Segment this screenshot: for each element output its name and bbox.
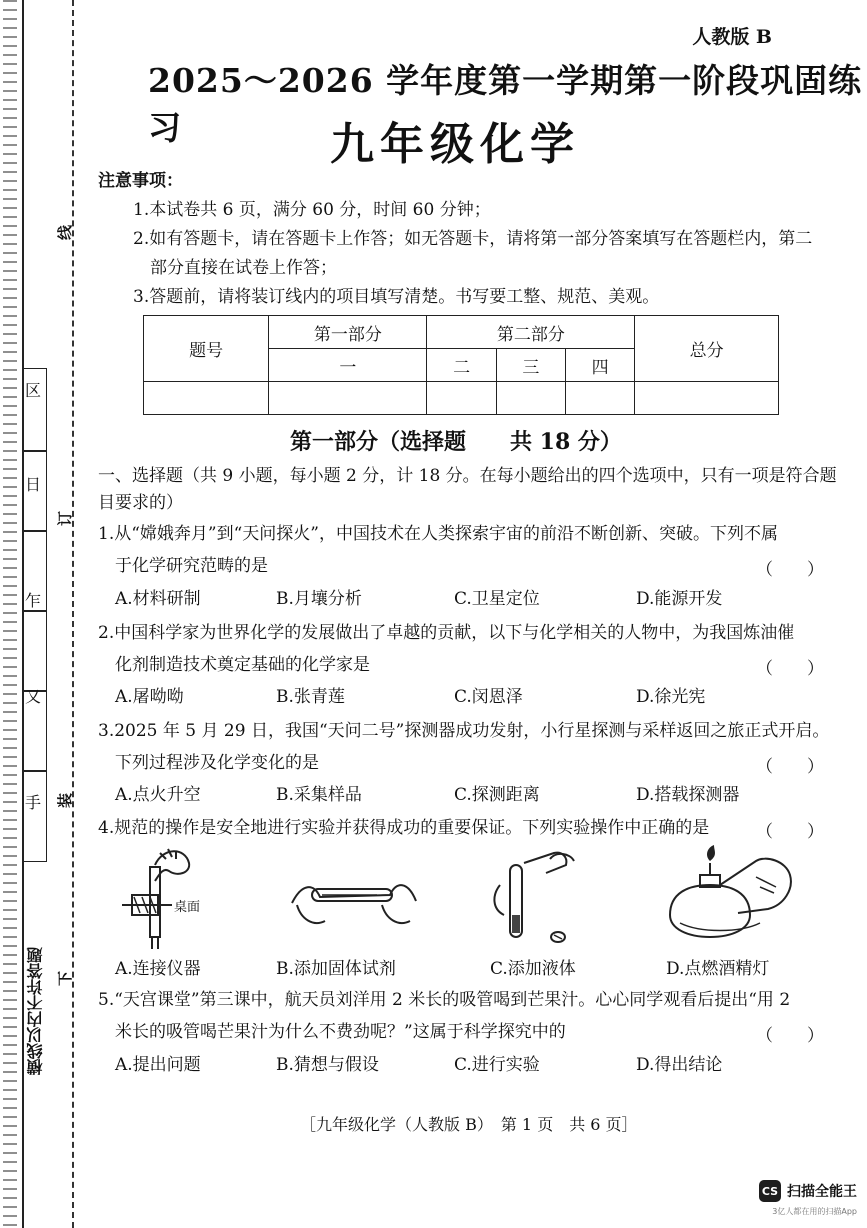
q5-option-d: D.得出结论	[636, 1055, 723, 1075]
score-cell[interactable]	[269, 382, 427, 415]
add-solid-figure	[282, 845, 422, 950]
q2-option-d: D.徐光宪	[636, 687, 706, 707]
scanner-tagline: 3亿人都在用的扫描App	[772, 1207, 857, 1216]
subject-title: 九年级化学	[330, 119, 580, 170]
binding-margin	[0, 0, 95, 1228]
q1-option-b: B.月壤分析	[276, 589, 362, 609]
score-sub-4: 四	[566, 349, 635, 382]
margin-hatch	[3, 0, 17, 1228]
exam-title: 2025～2026 学年度第一学期第一阶段巩固练习	[148, 61, 863, 147]
margin-cell-text: 日	[25, 475, 42, 494]
score-col-label: 题号	[144, 316, 269, 382]
margin-mark-xia: 下	[56, 970, 75, 987]
q3-option-c: C.探测距离	[454, 785, 540, 805]
q1-option-a: A.材料研制	[115, 589, 201, 609]
score-table	[143, 315, 779, 415]
margin-cell-text: 区	[25, 381, 42, 400]
q4-option-a: A.连接仪器	[115, 959, 201, 979]
margin-mark-xian: 线	[56, 224, 75, 241]
section-intro: 目要求的）	[98, 493, 183, 513]
score-part1: 第一部分	[269, 316, 427, 349]
score-sub-3: 三	[496, 349, 565, 382]
q3-stem: 3.2025 年 5 月 29 日，我国“天问二号”探测器成功发射，小行星探测与采样返回之旅正式开启。	[98, 721, 830, 741]
q2-stem: 2.中国科学家为世界化学的发展做出了卓越的贡献，以下与化学相关的人物中，为我国炼油催	[98, 623, 795, 643]
q2-option-b: B.张青莲	[276, 687, 345, 707]
margin-cell-text: 又	[25, 687, 42, 706]
q5-option-a: A.提出问题	[115, 1055, 201, 1075]
q5-answer-blank[interactable]: （ ）	[756, 1026, 824, 1046]
q3-option-d: D.搭载探测器	[636, 785, 740, 805]
q1-stem: 于化学研究范畴的是	[115, 556, 268, 576]
margin-mark-zhuang: 装	[56, 792, 75, 809]
q4-option-b: B.添加固体试剂	[276, 959, 396, 979]
score-cell[interactable]	[635, 382, 779, 415]
scanner-logo-icon: CS	[759, 1180, 781, 1202]
q1-answer-blank[interactable]: （ ）	[756, 560, 824, 580]
score-sub-1: 一	[269, 349, 427, 382]
desk-label: 桌面	[174, 900, 201, 915]
edition-label: 人教版 B	[692, 26, 772, 48]
q2-option-a: A.屠呦呦	[115, 687, 184, 707]
score-total: 总分	[635, 316, 779, 382]
q3-stem: 下列过程涉及化学变化的是	[115, 753, 319, 773]
scanner-app-name: 扫描全能王	[787, 1184, 857, 1200]
score-cell[interactable]	[496, 382, 565, 415]
q4-answer-blank[interactable]: （ ）	[756, 822, 824, 842]
section-intro: 一、选择题（共 9 小题，每小题 2 分，计 18 分。在每小题给出的四个选项中，只有一项是符合题	[98, 466, 837, 486]
light-alcohol-lamp-figure	[660, 845, 800, 950]
q1-option-c: C.卫星定位	[454, 589, 540, 609]
score-cell[interactable]	[566, 382, 635, 415]
q1-option-d: D.能源开发	[636, 589, 723, 609]
q3-option-a: A.点火升空	[115, 785, 201, 805]
q3-option-b: B.采集样品	[276, 785, 362, 805]
page-footer: ［九年级化学（人教版 B） 第 1 页 共 6 页］	[300, 1115, 638, 1134]
section-title: 第一部分（选择题 共 18 分）	[290, 429, 622, 455]
margin-cell	[24, 610, 47, 692]
q3-answer-blank[interactable]: （ ）	[756, 757, 824, 777]
add-liquid-figure	[480, 845, 620, 950]
score-sub-2: 二	[427, 349, 496, 382]
q2-option-c: C.闵恩泽	[454, 687, 523, 707]
note-item: 部分直接在试卷上作答；	[150, 258, 337, 278]
margin-cell-text: 手	[25, 793, 42, 812]
q1-stem: 1.从“嫦娥奔月”到“天问探火”，中国技术在人类探索宇宙的前沿不断创新、突破。下列不属	[98, 524, 778, 544]
scanner-badge	[759, 1180, 857, 1202]
q4-option-c: C.添加液体	[490, 959, 576, 979]
margin-cell	[24, 770, 47, 862]
q2-stem: 化剂制造技术奠定基础的化学家是	[115, 655, 370, 675]
score-cell[interactable]	[144, 382, 269, 415]
q4-stem: 4.规范的操作是安全地进行实验并获得成功的重要保证。下列实验操作中正确的是	[98, 818, 710, 838]
score-cell[interactable]	[427, 382, 496, 415]
note-item: 2.如有答题卡，请在答题卡上作答；如无答题卡，请将第一部分答案填写在答题栏内，第二	[133, 229, 813, 249]
score-part2: 第二部分	[427, 316, 635, 349]
note-item: 1.本试卷共 6 页，满分 60 分，时间 60 分钟；	[133, 200, 491, 220]
q2-answer-blank[interactable]: （ ）	[756, 659, 824, 679]
margin-mark-ding: 订	[56, 510, 75, 527]
no-answer-warning: 横线以内不许答题	[26, 947, 45, 1075]
margin-cell-text: 乍	[25, 591, 42, 610]
q4-option-d: D.点燃酒精灯	[666, 959, 770, 979]
connect-apparatus-figure	[112, 845, 252, 950]
note-item: 3.答题前，请将装订线内的项目填写清楚。书写要工整、规范、美观。	[133, 287, 660, 307]
q5-stem: 米长的吸管喝芒果汁为什么不费劲呢？”这属于科学探究中的	[115, 1022, 566, 1042]
q5-stem: 5.“天宫课堂”第三课中，航天员刘洋用 2 米长的吸管喝到芒果汁。心心同学观看后提出“用 2	[98, 990, 791, 1010]
q5-option-c: C.进行实验	[454, 1055, 540, 1075]
q5-option-b: B.猜想与假设	[276, 1055, 379, 1075]
binding-dashed-line	[72, 0, 74, 1228]
notes-heading: 注意事项：	[98, 171, 183, 191]
